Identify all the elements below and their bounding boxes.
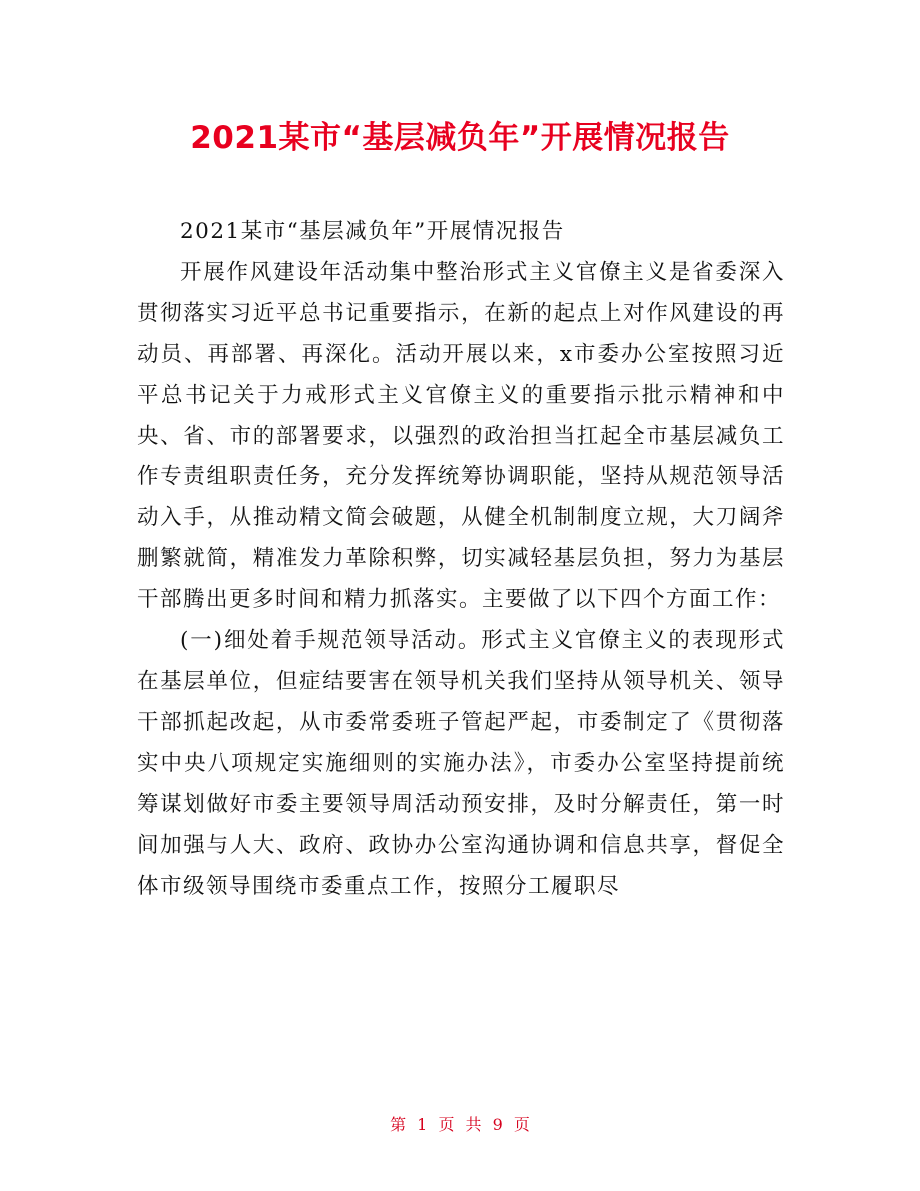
body-paragraph-section-1: (一)细处着手规范领导活动。形式主义官僚主义的表现形式在基层单位，但症结要害在领导机关我们坚持从领导机关、领导干部抓起改起，从市委常委班子管起严起，市委制定了《贯彻落实中央八项规定实施细则的实施办法》，市委办公室坚持提前统筹谋划做好市委主要领导周活动预安排，及时分解责任，第一时间加强与人大、政府、政协办公室沟通协调和信息共享，督促全体市级领导围绕市委重点工作，按照分工履职尽 bbox=[137, 628, 785, 899]
page-number-footer: 第 1 页 共 9 页 bbox=[390, 1115, 530, 1134]
document-body bbox=[137, 212, 785, 907]
body-paragraph-subtitle: 2021某市“基层减负年”开展情况报告 bbox=[180, 219, 565, 244]
body-paragraph-intro: 开展作风建设年活动集中整治形式主义官僚主义是省委深入贯彻落实习近平总书记重要指示，在新的起点上对作风建设的再动员、再部署、再深化。活动开展以来，x市委办公室按照习近平总书记关于力戒形式主义官僚主义的重要指示批示精神和中央、省、市的部署要求，以强烈的政治担当扛起全市基层减负工作专责组职责任务，充分发挥统筹协调职能，坚持从规范领导活动入手，从推动精文简会破题，从健全机制制度立规，大刀阔斧删繁就简，精准发力革除积弊，切实减轻基层负担，努力为基层干部腾出更多时间和精力抓落实。主要做了以下四个方面工作： bbox=[137, 259, 785, 613]
document-title: 2021某市“基层减负年”开展情况报告 bbox=[190, 120, 730, 156]
